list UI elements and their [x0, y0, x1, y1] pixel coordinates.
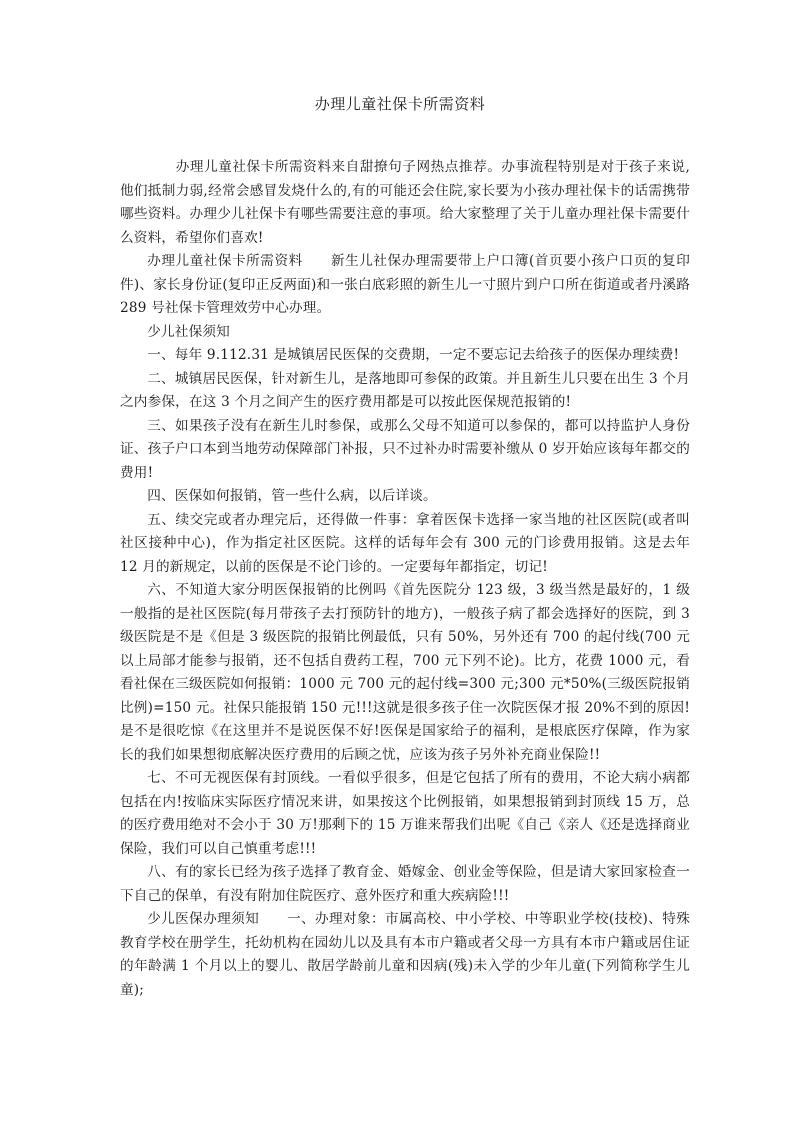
paragraph-item-6: 六、不知道大家分明医保报销的比例吗《首先医院分 123 级，3 级当然是最好的，1 级一般指的是社区医院(每月带孩子去打预防针的地方)，一般孩子病了都会选择好的医院，到 3 级医院是不是《但是 3 级医院的报销比例最低，只有 50%，另外还有 700 的起付线(700 元以上局部才能参与报销，还不包括自费药工程，700 元下列不论)。比方，花费 1000 元，看看社保在三级医院如何报销：1000 元 700 元的起付线=300 元;300 元*50%(三级医院报销比例)=150 元。社保只能报销 150 元!!!这就是很多孩子住一次院医保才报 20%不到的原因!是不是很吃惊《在这里并不是说医保不好!医保是国家给子的福利，是根底医疗保障，作为家长的我们如果想彻底解决医疗费用的后顾之忧，应该为孩子另外补充商业保险!! — [120, 582, 690, 763]
paragraph-item-2: 二、城镇居民医保，针对新生儿，是落地即可参保的政策。并且新生儿只要在出生 3 个月之内参保，在这 3 个月之间产生的医疗费用都是可以按此医保规范报销的! — [120, 370, 690, 410]
paragraph-item-4: 四、医保如何报销，管一些什么病，以后详谈。 — [147, 488, 437, 504]
document-body — [120, 156, 690, 1002]
paragraph-item-5: 五、续交完或者办理完后，还得做一件事：拿着医保卡选择一家当地的社区医院(或者叫社区接种中心)，作为指定社区医院。这样的话每年会有 300 元的门诊费用报销。这是去年 12 月的新规定，以前的医保是不论门诊的。一定要每年都指定，切记! — [120, 511, 690, 575]
paragraph-item-1: 一、每年 9.112.31 是城镇居民医保的交费期，一定不要忘记去给孩子的医保办理续费! — [147, 347, 680, 363]
paragraph-intro: 办理儿童社保卡所需资料来自甜撩句子网热点推荐。办事流程特别是对于孩子来说,他们抵制力弱,经常会感冒发烧什么的,有的可能还会住院,家长要为小孩办理社保卡的话需携带哪些资料。办理少儿社保卡有哪些需要注意的事项。给大家整理了关于儿童办理社保卡需要什么资料，希望你们喜欢! — [120, 159, 690, 246]
paragraph-required-materials: 办理儿童社保卡所需资料 新生儿社保办理需要带上户口簿(首页要小孩户口页的复印件)、家长身份证(复印正反两面)和一张白底彩照的新生儿一寸照片到户口所在街道或者丹溪路 289 号社保卡管理效劳中心办理。 — [120, 253, 690, 316]
paragraph-item-3: 三、如果孩子没有在新生儿时参保，或那么父母不知道可以参保的，都可以持监护人身份证、孩子户口本到当地劳动保障部门补报，只不过补办时需要补缴从 0 岁开始应该每年都交的费用! — [120, 417, 690, 481]
document-title: 办理儿童社保卡所需资料 — [314, 95, 486, 113]
paragraph-item-7: 七、不可无视医保有封顶线。一看似乎很多，但是它包括了所有的费用，不论大病小病都包括在内!按临床实际医疗情况来讲，如果按这个比例报销，如果想报销到封顶线 15 万，总的医疗费用绝对不会小于 30 万!那剩下的 15 万谁来帮我们出呢《自己《亲人《还是选择商业保险，我们可以自己慎重考虑!!! — [120, 770, 690, 857]
paragraph-application-notes: 少儿医保办理须知 一、办理对象：市属高校、中小学校、中等职业学校(技校)、特殊教育学校在册学生，托幼机构在园幼儿以及具有本市户籍或者父母一方具有本市户籍或居住证的年龄满 1 个月以上的婴儿、散居学龄前儿童和因病(残)未入学的少年儿童(下列简称学生儿童); — [120, 911, 690, 998]
paragraph-item-8: 八、有的家长已经为孩子选择了教育金、婚嫁金、创业金等保险，但是请大家回家检查一下自己的保单，有没有附加住院医疗、意外医疗和重大疾病险!!! — [120, 864, 690, 904]
section-heading-notes: 少儿社保须知 — [147, 323, 230, 340]
